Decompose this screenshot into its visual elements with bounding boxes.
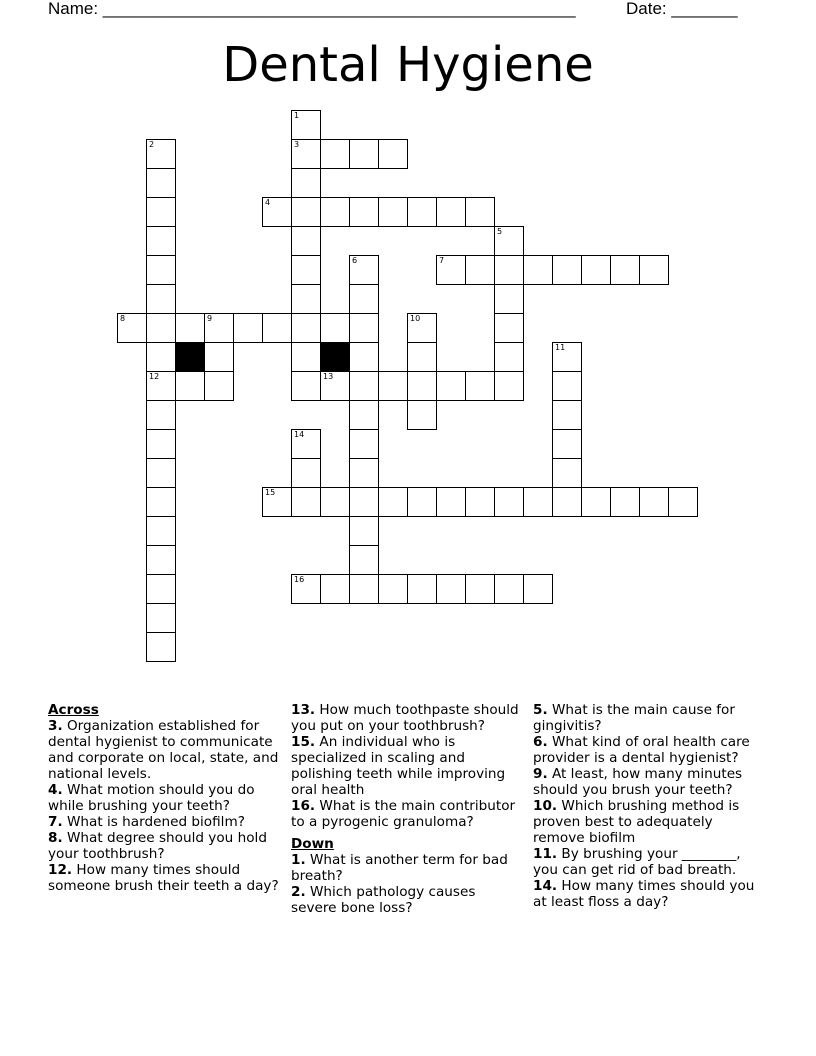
clue-down-5: 5. What is the main cause for gingivitis? <box>533 702 735 734</box>
crossword-cell[interactable] <box>639 487 669 517</box>
crossword-cell[interactable] <box>349 313 379 343</box>
clue-number: 12 <box>149 372 160 381</box>
crossword-cell[interactable] <box>262 313 292 343</box>
crossword-cell[interactable] <box>552 371 582 401</box>
crossword-cell[interactable] <box>349 342 379 372</box>
crossword-cell[interactable] <box>146 371 176 401</box>
crossword-cell[interactable] <box>407 574 437 604</box>
crossword-cell[interactable] <box>349 429 379 459</box>
crossword-cell[interactable] <box>494 574 524 604</box>
crossword-cell[interactable] <box>291 255 321 285</box>
clue-number: 16 <box>294 575 305 584</box>
clue-across-15: 15. An individual who is specialized in scaling and polishing teeth while improving oral health <box>291 734 506 798</box>
crossword-cell[interactable] <box>146 516 176 546</box>
name-label: Name: <box>48 0 103 18</box>
clue-across-7: 7. What is hardened biofilm? <box>48 814 245 830</box>
header <box>48 0 748 20</box>
clues-column-2 <box>291 702 519 916</box>
crossword-cell[interactable] <box>465 574 495 604</box>
crossword-cell[interactable] <box>407 313 437 343</box>
clue-number: 5 <box>497 227 503 236</box>
clue-number: 7 <box>439 256 445 265</box>
crossword-cell[interactable] <box>291 197 321 227</box>
crossword-cell[interactable] <box>523 255 553 285</box>
crossword-cell[interactable] <box>320 371 350 401</box>
crossword-cell[interactable] <box>407 400 437 430</box>
crossword-cell[interactable] <box>378 197 408 227</box>
crossword-cell[interactable] <box>146 284 176 314</box>
crossword-cell[interactable] <box>610 487 640 517</box>
crossword-cell[interactable] <box>436 197 466 227</box>
crossword-cell[interactable] <box>349 284 379 314</box>
crossword-cell[interactable] <box>349 255 379 285</box>
clue-number: 3 <box>294 140 300 149</box>
crossword-cell[interactable] <box>668 487 698 517</box>
crossword-cell[interactable] <box>291 284 321 314</box>
clue-down-11: 11. By brushing your ________, you can get rid of bad breath. <box>533 846 741 878</box>
crossword-cell[interactable] <box>552 487 582 517</box>
clue-across-16: 16. What is the main contributor to a pyrogenic granuloma? <box>291 798 516 830</box>
crossword-cell[interactable] <box>175 371 205 401</box>
clue-down-14: 14. How many times should you at least floss a day? <box>533 878 755 910</box>
crossword-cell[interactable] <box>552 458 582 488</box>
clue-number: 14 <box>294 430 305 439</box>
crossword-cell[interactable] <box>291 226 321 256</box>
clue-number: 9 <box>207 314 213 323</box>
date-field[interactable] <box>626 0 738 18</box>
crossword-cell[interactable] <box>523 487 553 517</box>
clue-down-6: 6. What kind of oral health care provider is a dental hygienist? <box>533 734 750 766</box>
crossword-cell[interactable] <box>146 168 176 198</box>
crossword-cell[interactable] <box>320 139 350 169</box>
crossword-cell[interactable] <box>436 371 466 401</box>
crossword-cell[interactable] <box>291 313 321 343</box>
crossword-cell[interactable] <box>146 400 176 430</box>
crossword-cell[interactable] <box>233 313 263 343</box>
crossword-cell[interactable] <box>204 313 234 343</box>
clue-number: 10 <box>410 314 421 323</box>
crossword-cell[interactable] <box>262 487 292 517</box>
crossword-cell[interactable] <box>581 487 611 517</box>
date-line[interactable]: _______ <box>671 0 738 18</box>
crossword-cell[interactable] <box>320 313 350 343</box>
crossword-cell[interactable] <box>146 226 176 256</box>
crossword-cell[interactable] <box>117 313 147 343</box>
crossword-cell[interactable] <box>465 371 495 401</box>
crossword-cell[interactable] <box>407 342 437 372</box>
crossword-cell[interactable] <box>523 574 553 604</box>
clue-number: 2 <box>149 140 155 149</box>
clue-number: 8 <box>120 314 126 323</box>
crossword-cell[interactable] <box>349 574 379 604</box>
crossword-cell[interactable] <box>407 197 437 227</box>
clue-across-12: 12. How many times should someone brush their teeth a day? <box>48 862 279 894</box>
crossword-cell[interactable] <box>204 371 234 401</box>
crossword-cell[interactable] <box>349 458 379 488</box>
crossword-cell[interactable] <box>349 487 379 517</box>
crossword-cell[interactable] <box>349 197 379 227</box>
crossword-cell[interactable] <box>465 197 495 227</box>
crossword-cell[interactable] <box>291 487 321 517</box>
crossword-cell[interactable] <box>494 487 524 517</box>
crossword-cell[interactable] <box>494 371 524 401</box>
crossword-cell[interactable] <box>146 197 176 227</box>
crossword-cell[interactable] <box>291 458 321 488</box>
crossword-cell[interactable] <box>146 429 176 459</box>
name-field[interactable] <box>48 0 576 18</box>
crossword-cell[interactable] <box>146 255 176 285</box>
crossword-cell[interactable] <box>610 255 640 285</box>
crossword-cell[interactable] <box>262 197 292 227</box>
crossword-cell[interactable] <box>204 342 234 372</box>
crossword-cell[interactable] <box>146 545 176 575</box>
crossword-cell[interactable] <box>494 255 524 285</box>
crossword-cell[interactable] <box>407 371 437 401</box>
crossword-cell[interactable] <box>436 255 466 285</box>
crossword-cell[interactable] <box>291 139 321 169</box>
crossword-cell[interactable] <box>552 255 582 285</box>
crossword-cell[interactable] <box>581 255 611 285</box>
clue-number: 4 <box>265 198 271 207</box>
across-heading: Across <box>48 702 99 718</box>
crossword-cell[interactable] <box>378 139 408 169</box>
crossword-cell[interactable] <box>291 110 321 140</box>
crossword-cell[interactable] <box>436 487 466 517</box>
crossword-cell[interactable] <box>291 168 321 198</box>
crossword-cell[interactable] <box>320 487 350 517</box>
crossword-cell[interactable] <box>494 226 524 256</box>
crossword-cell[interactable] <box>291 342 321 372</box>
crossword-cell[interactable] <box>146 342 176 372</box>
crossword-cell[interactable] <box>320 197 350 227</box>
clue-number: 15 <box>265 488 276 497</box>
date-label: Date: <box>626 0 672 18</box>
crossword-cell[interactable] <box>349 545 379 575</box>
crossword-cell[interactable] <box>378 574 408 604</box>
crossword-cell[interactable] <box>378 371 408 401</box>
clue-down-1: 1. What is another term for bad breath? <box>291 852 508 884</box>
clue-number: 1 <box>294 111 300 120</box>
clue-number: 11 <box>555 343 566 352</box>
crossword-cell[interactable] <box>291 371 321 401</box>
crossword-cell[interactable] <box>146 313 176 343</box>
crossword-cell[interactable] <box>291 429 321 459</box>
crossword-cell[interactable] <box>146 603 176 633</box>
clue-across-8: 8. What degree should you hold your toothbrush? <box>48 830 267 862</box>
clues-column-1 <box>48 702 283 894</box>
clue-down-10: 10. Which brushing method is proven best to adequately remove biofilm <box>533 798 740 846</box>
crossword-cell[interactable] <box>552 342 582 372</box>
clue-number: 6 <box>352 256 358 265</box>
crossword-cell[interactable] <box>291 574 321 604</box>
crossword-cell[interactable] <box>146 458 176 488</box>
crossword-cell[interactable] <box>378 487 408 517</box>
crossword-cell[interactable] <box>639 255 669 285</box>
black-cell <box>320 342 350 372</box>
crossword-cell[interactable] <box>349 371 379 401</box>
crossword-cell[interactable] <box>146 574 176 604</box>
clue-across-4: 4. What motion should you do while brushing your teeth? <box>48 782 255 814</box>
clue-down-2: 2. Which pathology causes severe bone loss? <box>291 884 476 916</box>
clues-column-3 <box>533 702 765 910</box>
crossword-cell[interactable] <box>436 574 466 604</box>
crossword-cell[interactable] <box>465 255 495 285</box>
crossword-cell[interactable] <box>552 429 582 459</box>
crossword-cell[interactable] <box>349 400 379 430</box>
black-cell <box>175 342 205 372</box>
crossword-cell[interactable] <box>407 487 437 517</box>
crossword-cell[interactable] <box>175 313 205 343</box>
clue-across-3: 3. Organization established for dental hygienist to communicate and corporate on local, state, and national levels. <box>48 718 279 782</box>
name-line[interactable]: __________________________________________________ <box>102 0 576 18</box>
crossword-cell[interactable] <box>494 313 524 343</box>
crossword-cell[interactable] <box>465 487 495 517</box>
crossword-cell[interactable] <box>494 342 524 372</box>
crossword-cell[interactable] <box>349 139 379 169</box>
crossword-cell[interactable] <box>146 487 176 517</box>
clue-number: 13 <box>323 372 334 381</box>
crossword-cell[interactable] <box>146 139 176 169</box>
down-heading: Down <box>291 836 334 852</box>
clue-down-9: 9. At least, how many minutes should you brush your teeth? <box>533 766 743 798</box>
crossword-cell[interactable] <box>349 516 379 546</box>
crossword-cell[interactable] <box>320 574 350 604</box>
crossword-cell[interactable] <box>494 284 524 314</box>
crossword-cell[interactable] <box>552 400 582 430</box>
crossword-cell[interactable] <box>146 632 176 662</box>
page-title: Dental Hygiene <box>222 37 594 93</box>
clue-across-13: 13. How much toothpaste should you put on your toothbrush? <box>291 702 519 734</box>
